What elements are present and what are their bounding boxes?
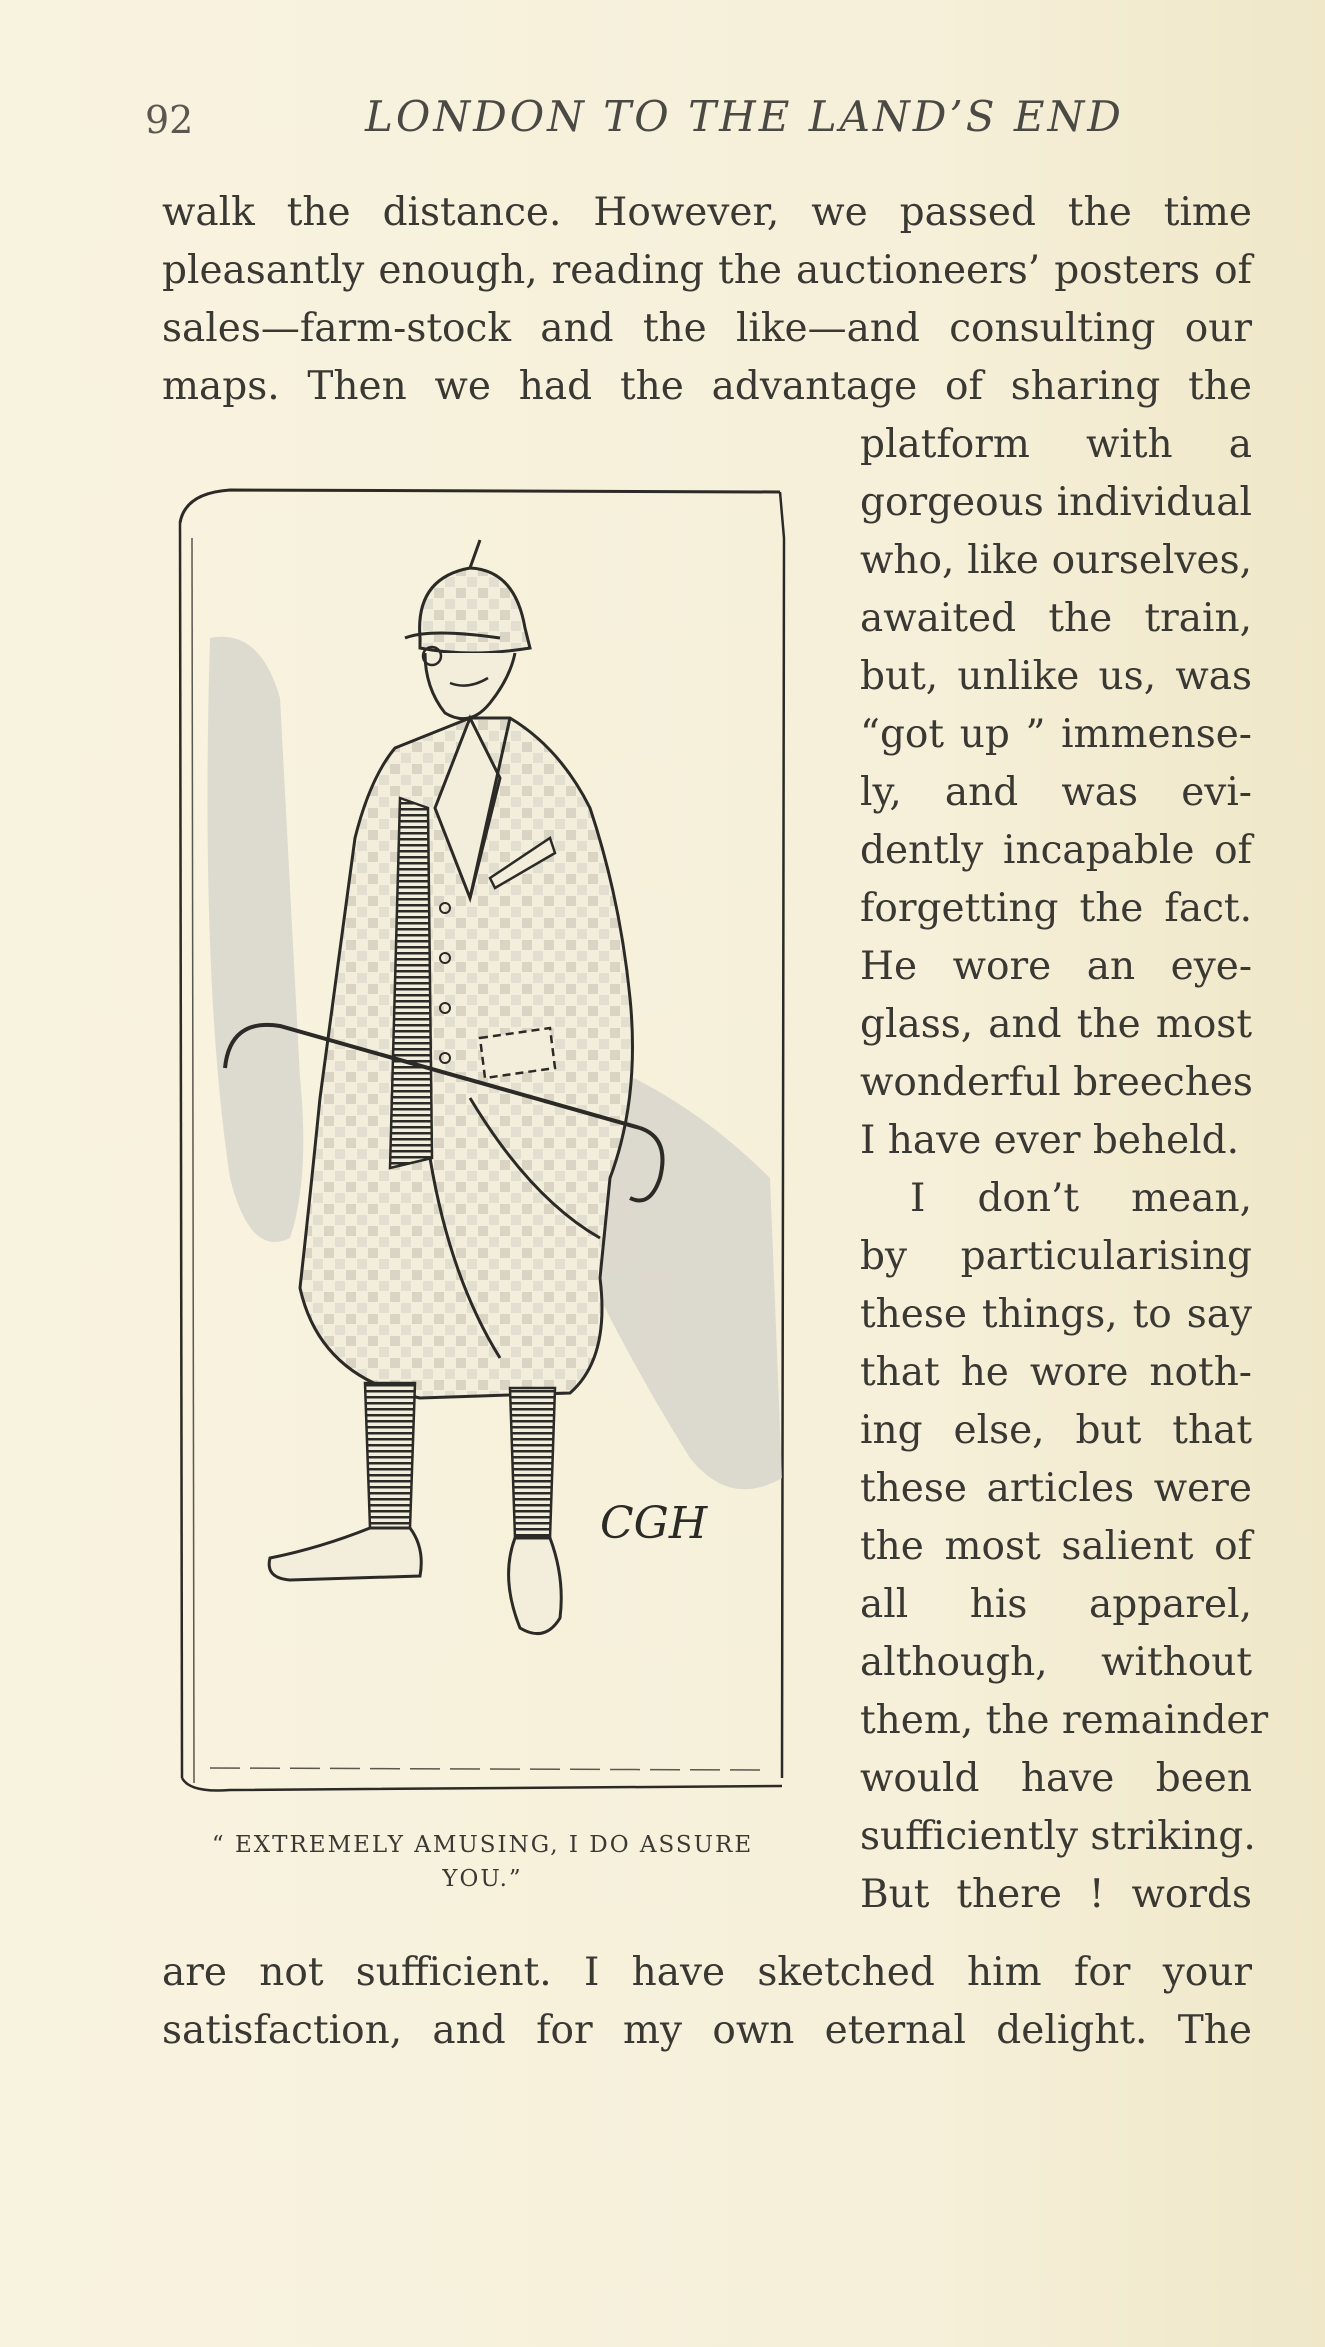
column-line: He wore an eye- (860, 944, 1252, 989)
column-line: ing else, but that (860, 1408, 1252, 1453)
illustration-caption: “ EXTREMELY AMUSING, I DO ASSURE YOU.” (211, 1832, 754, 1892)
artist-monogram: CGH (600, 1498, 708, 1549)
column-line: gorgeous individual (860, 480, 1252, 525)
column-line: dently incapable of (860, 828, 1252, 873)
column-line: forgetting the fact. (860, 886, 1252, 931)
illustration (170, 478, 795, 1803)
column-line: them, the remainder (860, 1698, 1269, 1743)
column-line: who, like ourselves, (860, 538, 1252, 583)
text-line: pleasantly enough, reading the auctioneers’ posters of (162, 248, 1252, 293)
text-line: satisfaction, and for my own eternal delight. The (162, 2008, 1252, 2053)
column-line: I don’t mean, (910, 1176, 1252, 1221)
column-line: all his apparel, (860, 1582, 1252, 1627)
running-head: LONDON TO THE LAND’S END (365, 92, 1124, 141)
column-line: would have been (860, 1756, 1252, 1801)
column-line: “got up ” immense- (860, 712, 1252, 757)
column-line: these things, to say (860, 1292, 1252, 1337)
column-line: these articles were (860, 1466, 1252, 1511)
column-line: wonderful breeches (860, 1060, 1253, 1105)
text-line: sales—farm-stock and the like—and consulting our (162, 306, 1252, 351)
text-line: maps. Then we had the advantage of sharing the (162, 364, 1252, 409)
column-line: But there ! words (860, 1872, 1252, 1917)
column-line: the most salient of (860, 1524, 1252, 1569)
text-line: walk the distance. However, we passed the time (162, 190, 1252, 235)
column-line: sufficiently striking. (860, 1814, 1256, 1859)
column-line: I have ever beheld. (860, 1118, 1239, 1163)
column-line: ly, and was evi- (860, 770, 1252, 815)
text-line: are not sufficient. I have sketched him for your (162, 1950, 1252, 1995)
column-line: awaited the train, (860, 596, 1252, 641)
column-line: glass, and the most (860, 1002, 1252, 1047)
gentleman-sketch (170, 478, 795, 1803)
column-line: that he wore noth- (860, 1350, 1252, 1395)
column-line: but, unlike us, was (860, 654, 1252, 699)
column-line: platform with a (860, 422, 1252, 467)
column-line: by particularising (860, 1234, 1252, 1279)
column-line: although, without (860, 1640, 1252, 1685)
page-number: 92 (145, 98, 194, 142)
